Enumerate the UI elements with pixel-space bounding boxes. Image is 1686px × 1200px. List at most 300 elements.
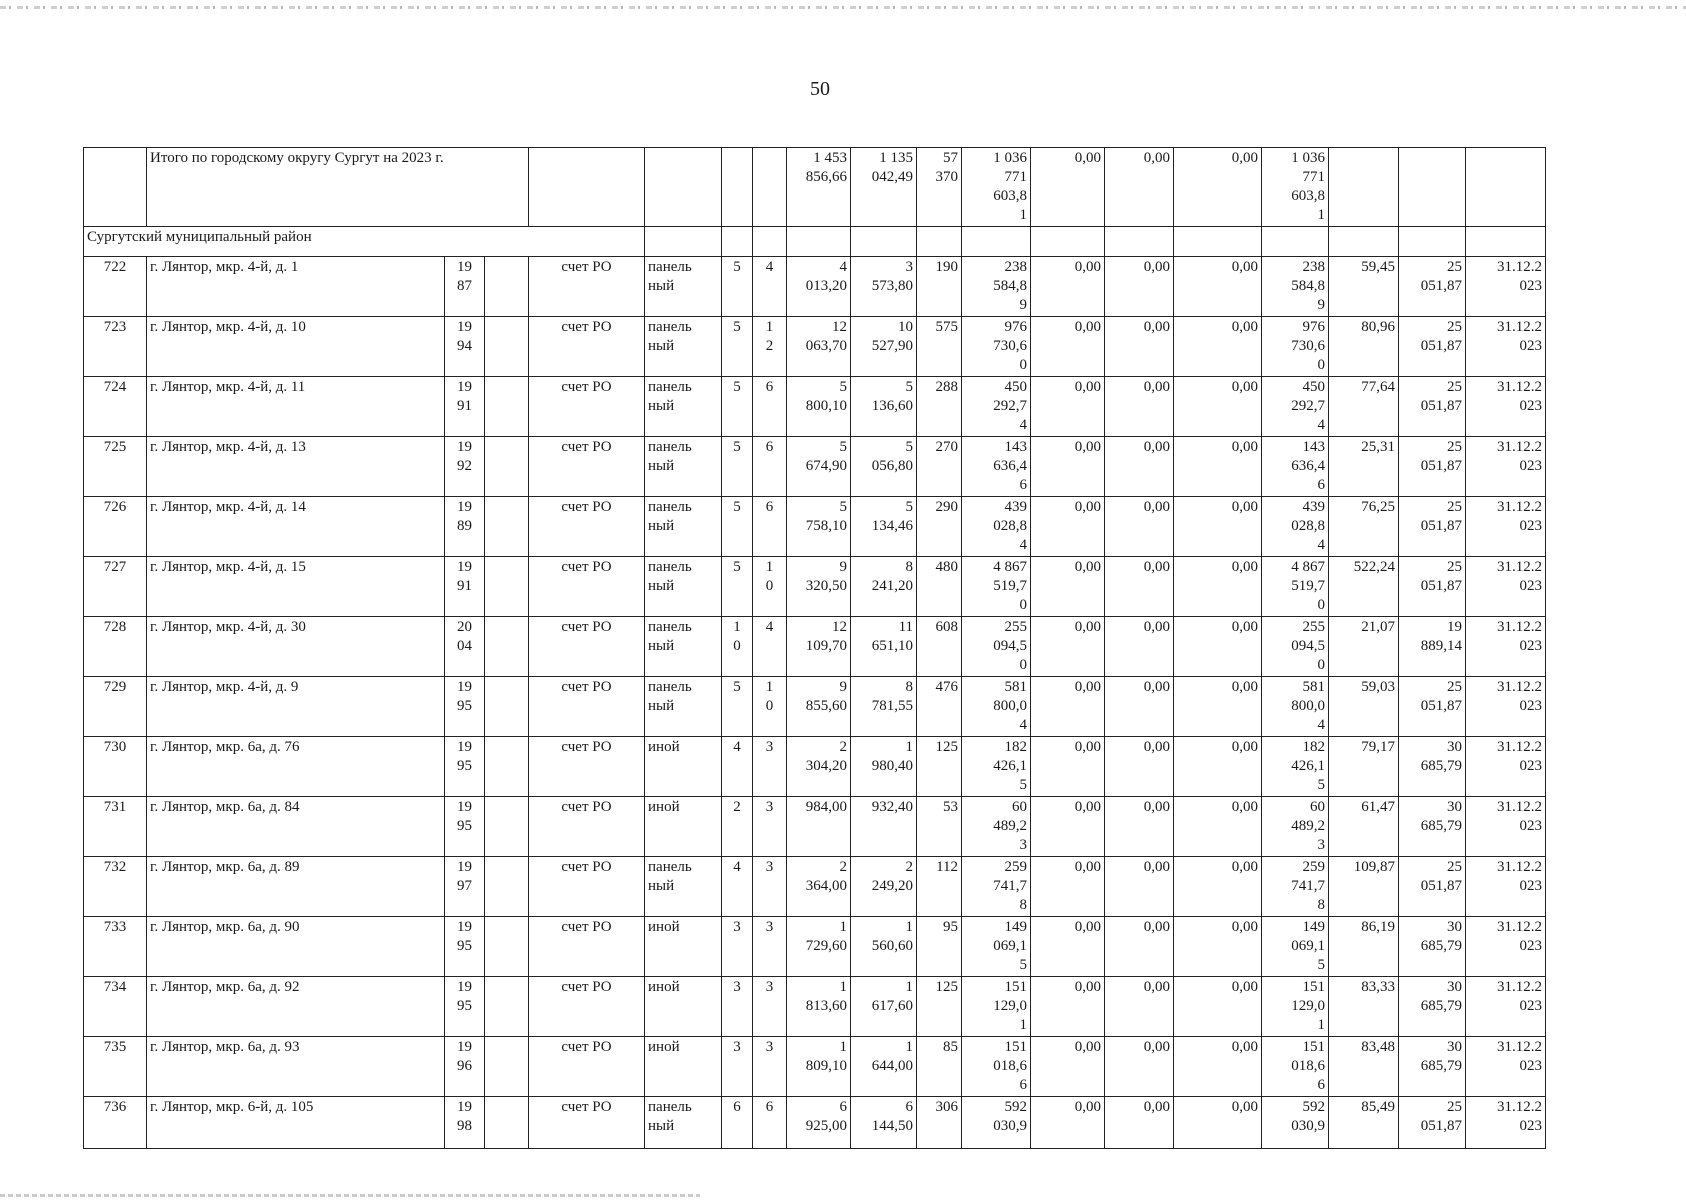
wall-material: панель ный [645,677,722,737]
max-cost: 30 685,79 [1399,737,1466,797]
table-row [84,377,1546,437]
unit-cost: 77,64 [1329,377,1399,437]
empty-cell [485,857,529,917]
fund-owners: 976 730,6 0 [1262,317,1329,377]
wall-material: панель ный [645,617,722,677]
wall-material: иной [645,1037,722,1097]
fund-federal: 0,00 [1031,557,1105,617]
build-year: 20 04 [445,617,485,677]
total-max-cost-cell [1399,148,1466,227]
address: г. Лянтор, мкр. 6-й, д. 105 [147,1097,445,1149]
deadline: 31.12.2 023 [1466,377,1546,437]
fund-regional: 0,00 [1105,1037,1174,1097]
entrances: 3 [753,917,787,977]
deadline: 31.12.2 023 [1466,1037,1546,1097]
region-title: Сургутский муниципальный район [84,227,645,257]
max-cost: 30 685,79 [1399,797,1466,857]
area-total: 5 674,90 [787,437,851,497]
cost-total: 259 741,7 8 [962,857,1031,917]
empty-cell [485,677,529,737]
cost-total: 450 292,7 4 [962,377,1031,437]
total-fund-owners: 1 036 771 603,8 1 [1262,148,1329,227]
fund-local: 0,00 [1174,617,1262,677]
fund-regional: 0,00 [1105,497,1174,557]
fund-local: 0,00 [1174,677,1262,737]
wall-material: иной [645,977,722,1037]
max-cost: 25 051,87 [1399,257,1466,317]
empty-cell [485,557,529,617]
build-year: 19 89 [445,497,485,557]
fund-method: счет РО [529,317,645,377]
fund-method: счет РО [529,797,645,857]
table-row [84,1037,1546,1097]
row-number: 723 [84,317,147,377]
entrances: 4 [753,617,787,677]
table-row [84,977,1546,1037]
cost-total: 255 094,5 0 [962,617,1031,677]
fund-method: счет РО [529,557,645,617]
row-number: 735 [84,1037,147,1097]
empty-cell [485,317,529,377]
residents: 125 [917,737,962,797]
area-total: 9 855,60 [787,677,851,737]
total-method-cell [529,148,645,227]
area-total: 2 364,00 [787,857,851,917]
residents: 480 [917,557,962,617]
wall-material: панель ный [645,317,722,377]
max-cost: 30 685,79 [1399,977,1466,1037]
wall-material: панель ный [645,557,722,617]
table-row [84,557,1546,617]
build-year: 19 95 [445,917,485,977]
cost-total: 149 069,1 5 [962,917,1031,977]
fund-owners: 4 867 519,7 0 [1262,557,1329,617]
cost-total: 182 426,1 5 [962,737,1031,797]
build-year: 19 91 [445,377,485,437]
residents: 190 [917,257,962,317]
build-year: 19 95 [445,737,485,797]
address: г. Лянтор, мкр. 4-й, д. 30 [147,617,445,677]
deadline: 31.12.2 023 [1466,557,1546,617]
area-living: 8 241,20 [851,557,917,617]
wall-material: иной [645,797,722,857]
fund-regional: 0,00 [1105,677,1174,737]
empty-cell [485,617,529,677]
empty-cell [485,1037,529,1097]
fund-federal: 0,00 [1031,977,1105,1037]
entrances: 6 [753,497,787,557]
fund-local: 0,00 [1174,857,1262,917]
total-deadline-cell [1466,148,1546,227]
area-total: 5 758,10 [787,497,851,557]
total-entrances-cell [753,148,787,227]
fund-regional: 0,00 [1105,977,1174,1037]
build-year: 19 95 [445,677,485,737]
table-row [84,317,1546,377]
fund-method: счет РО [529,857,645,917]
fund-regional: 0,00 [1105,1097,1174,1149]
unit-cost: 83,33 [1329,977,1399,1037]
area-living: 932,40 [851,797,917,857]
deadline: 31.12.2 023 [1466,317,1546,377]
total-floors-cell [722,148,753,227]
area-total: 9 320,50 [787,557,851,617]
fund-local: 0,00 [1174,1037,1262,1097]
area-total: 2 304,20 [787,737,851,797]
max-cost: 25 051,87 [1399,437,1466,497]
area-living: 1 560,60 [851,917,917,977]
address: г. Лянтор, мкр. 6а, д. 93 [147,1037,445,1097]
entrances: 6 [753,1097,787,1149]
table-row [84,737,1546,797]
fund-federal: 0,00 [1031,497,1105,557]
area-living: 1 980,40 [851,737,917,797]
fund-owners: 238 584,8 9 [1262,257,1329,317]
empty-cell [485,917,529,977]
fund-federal: 0,00 [1031,737,1105,797]
floors: 2 [722,797,753,857]
floors: 5 [722,377,753,437]
empty-cell [485,377,529,437]
unit-cost: 21,07 [1329,617,1399,677]
fund-owners: 259 741,7 8 [1262,857,1329,917]
total-area-total: 1 453 856,66 [787,148,851,227]
build-year: 19 97 [445,857,485,917]
build-year: 19 95 [445,797,485,857]
row-number: 730 [84,737,147,797]
deadline: 31.12.2 023 [1466,857,1546,917]
build-year: 19 87 [445,257,485,317]
empty-cell [485,977,529,1037]
fund-regional: 0,00 [1105,557,1174,617]
max-cost: 30 685,79 [1399,1037,1466,1097]
table-row [84,917,1546,977]
entrances: 3 [753,737,787,797]
fund-method: счет РО [529,677,645,737]
empty-cell [485,257,529,317]
floors: 5 [722,257,753,317]
fund-method: счет РО [529,737,645,797]
fund-local: 0,00 [1174,797,1262,857]
area-total: 1 813,60 [787,977,851,1037]
row-number: 722 [84,257,147,317]
max-cost: 25 051,87 [1399,677,1466,737]
deadline: 31.12.2 023 [1466,1097,1546,1149]
row-number: 727 [84,557,147,617]
cost-total: 238 584,8 9 [962,257,1031,317]
fund-owners: 255 094,5 0 [1262,617,1329,677]
row-number: 734 [84,977,147,1037]
residents: 476 [917,677,962,737]
build-year: 19 98 [445,1097,485,1149]
area-living: 5 056,80 [851,437,917,497]
fund-method: счет РО [529,497,645,557]
build-year: 19 95 [445,977,485,1037]
fund-federal: 0,00 [1031,257,1105,317]
floors: 5 [722,497,753,557]
address: г. Лянтор, мкр. 4-й, д. 1 [147,257,445,317]
fund-owners: 182 426,1 5 [1262,737,1329,797]
area-living: 11 651,10 [851,617,917,677]
max-cost: 25 051,87 [1399,497,1466,557]
cost-total: 592 030,9 [962,1097,1031,1149]
cost-total: 976 730,6 0 [962,317,1031,377]
total-residents: 57 370 [917,148,962,227]
address: г. Лянтор, мкр. 4-й, д. 10 [147,317,445,377]
fund-local: 0,00 [1174,1097,1262,1149]
row-number: 729 [84,677,147,737]
fund-local: 0,00 [1174,917,1262,977]
wall-material: иной [645,737,722,797]
row-number: 731 [84,797,147,857]
max-cost: 25 051,87 [1399,857,1466,917]
empty-cell [485,737,529,797]
entrances: 1 0 [753,557,787,617]
area-total: 6 925,00 [787,1097,851,1149]
area-total: 12 063,70 [787,317,851,377]
wall-material: панель ный [645,857,722,917]
cost-total: 151 018,6 6 [962,1037,1031,1097]
residents: 53 [917,797,962,857]
row-number: 733 [84,917,147,977]
table-row [84,857,1546,917]
fund-regional: 0,00 [1105,617,1174,677]
unit-cost: 79,17 [1329,737,1399,797]
max-cost: 25 051,87 [1399,377,1466,437]
fund-local: 0,00 [1174,437,1262,497]
fund-method: счет РО [529,1097,645,1149]
wall-material: иной [645,917,722,977]
fund-local: 0,00 [1174,317,1262,377]
deadline: 31.12.2 023 [1466,677,1546,737]
fund-regional: 0,00 [1105,857,1174,917]
entrances: 3 [753,1037,787,1097]
entrances: 3 [753,797,787,857]
unit-cost: 522,24 [1329,557,1399,617]
fund-federal: 0,00 [1031,857,1105,917]
residents: 288 [917,377,962,437]
floors: 5 [722,437,753,497]
empty-cell [485,1097,529,1149]
row-number: 732 [84,857,147,917]
area-living: 2 249,20 [851,857,917,917]
cost-total: 143 636,4 6 [962,437,1031,497]
area-total: 1 729,60 [787,917,851,977]
deadline: 31.12.2 023 [1466,737,1546,797]
area-living: 6 144,50 [851,1097,917,1149]
build-year: 19 91 [445,557,485,617]
residents: 575 [917,317,962,377]
fund-federal: 0,00 [1031,917,1105,977]
table-row [84,617,1546,677]
floors: 3 [722,917,753,977]
unit-cost: 59,45 [1329,257,1399,317]
fund-federal: 0,00 [1031,317,1105,377]
fund-method: счет РО [529,917,645,977]
residents: 270 [917,437,962,497]
floors: 1 0 [722,617,753,677]
build-year: 19 92 [445,437,485,497]
area-living: 1 644,00 [851,1037,917,1097]
table-row [84,1097,1546,1149]
entrances: 4 [753,257,787,317]
entrances: 1 0 [753,677,787,737]
max-cost: 30 685,79 [1399,917,1466,977]
fund-federal: 0,00 [1031,1037,1105,1097]
fund-owners: 151 018,6 6 [1262,1037,1329,1097]
build-year: 19 96 [445,1037,485,1097]
build-year: 19 94 [445,317,485,377]
housing-register-table [83,147,1546,1149]
total-num-cell [84,148,147,227]
area-total: 5 800,10 [787,377,851,437]
fund-owners: 60 489,2 3 [1262,797,1329,857]
fund-federal: 0,00 [1031,377,1105,437]
unit-cost: 83,48 [1329,1037,1399,1097]
unit-cost: 80,96 [1329,317,1399,377]
fund-federal: 0,00 [1031,437,1105,497]
floors: 5 [722,557,753,617]
fund-regional: 0,00 [1105,257,1174,317]
entrances: 1 2 [753,317,787,377]
row-number: 725 [84,437,147,497]
area-total: 4 013,20 [787,257,851,317]
floors: 5 [722,317,753,377]
table-row [84,437,1546,497]
empty-cell [485,437,529,497]
fund-owners: 439 028,8 4 [1262,497,1329,557]
max-cost: 25 051,87 [1399,557,1466,617]
unit-cost: 25,31 [1329,437,1399,497]
address: г. Лянтор, мкр. 6а, д. 84 [147,797,445,857]
total-fund-federal: 0,00 [1031,148,1105,227]
total-wall-cell [645,148,722,227]
deadline: 31.12.2 023 [1466,437,1546,497]
residents: 608 [917,617,962,677]
address: г. Лянтор, мкр. 6а, д. 89 [147,857,445,917]
residents: 125 [917,977,962,1037]
cost-total: 439 028,8 4 [962,497,1031,557]
unit-cost: 61,47 [1329,797,1399,857]
fund-regional: 0,00 [1105,737,1174,797]
row-number: 736 [84,1097,147,1149]
floors: 6 [722,1097,753,1149]
deadline: 31.12.2 023 [1466,917,1546,977]
floors: 4 [722,737,753,797]
wall-material: панель ный [645,1097,722,1149]
fund-local: 0,00 [1174,377,1262,437]
fund-method: счет РО [529,257,645,317]
residents: 112 [917,857,962,917]
wall-material: панель ный [645,377,722,437]
empty-cell [485,797,529,857]
fund-regional: 0,00 [1105,437,1174,497]
unit-cost: 109,87 [1329,857,1399,917]
total-row [84,148,1546,227]
table-row [84,797,1546,857]
address: г. Лянтор, мкр. 6а, д. 76 [147,737,445,797]
fund-owners: 592 030,9 [1262,1097,1329,1149]
address: г. Лянтор, мкр. 6а, д. 90 [147,917,445,977]
residents: 290 [917,497,962,557]
total-fund-local: 0,00 [1174,148,1262,227]
area-total: 1 809,10 [787,1037,851,1097]
area-living: 5 136,60 [851,377,917,437]
max-cost: 25 051,87 [1399,1097,1466,1149]
wall-material: панель ный [645,437,722,497]
entrances: 3 [753,857,787,917]
total-unit-cost-cell [1329,148,1399,227]
deadline: 31.12.2 023 [1466,797,1546,857]
area-living: 5 134,46 [851,497,917,557]
fund-local: 0,00 [1174,257,1262,317]
fund-federal: 0,00 [1031,797,1105,857]
scan-artifact-bottom [0,1194,700,1197]
fund-regional: 0,00 [1105,317,1174,377]
unit-cost: 59,03 [1329,677,1399,737]
address: г. Лянтор, мкр. 4-й, д. 11 [147,377,445,437]
address: г. Лянтор, мкр. 6а, д. 92 [147,977,445,1037]
table-body [84,257,1546,1149]
fund-owners: 450 292,7 4 [1262,377,1329,437]
region-row [84,227,1546,257]
area-living: 8 781,55 [851,677,917,737]
wall-material: панель ный [645,257,722,317]
cost-total: 581 800,0 4 [962,677,1031,737]
page-number: 50 [810,78,830,100]
unit-cost: 85,49 [1329,1097,1399,1149]
cost-total: 151 129,0 1 [962,977,1031,1037]
unit-cost: 76,25 [1329,497,1399,557]
fund-regional: 0,00 [1105,917,1174,977]
floors: 3 [722,977,753,1037]
address: г. Лянтор, мкр. 4-й, д. 9 [147,677,445,737]
total-area-living: 1 135 042,49 [851,148,917,227]
entrances: 6 [753,377,787,437]
fund-regional: 0,00 [1105,797,1174,857]
wall-material: панель ный [645,497,722,557]
deadline: 31.12.2 023 [1466,257,1546,317]
scan-artifact-top [0,6,1686,9]
address: г. Лянтор, мкр. 4-й, д. 14 [147,497,445,557]
fund-owners: 143 636,4 6 [1262,437,1329,497]
fund-federal: 0,00 [1031,617,1105,677]
table-row [84,677,1546,737]
row-number: 728 [84,617,147,677]
area-living: 10 527,90 [851,317,917,377]
fund-federal: 0,00 [1031,677,1105,737]
floors: 5 [722,677,753,737]
empty-cell [485,497,529,557]
fund-method: счет РО [529,617,645,677]
unit-cost: 86,19 [1329,917,1399,977]
deadline: 31.12.2 023 [1466,497,1546,557]
total-fund-regional: 0,00 [1105,148,1174,227]
deadline: 31.12.2 023 [1466,977,1546,1037]
fund-method: счет РО [529,977,645,1037]
fund-local: 0,00 [1174,737,1262,797]
residents: 306 [917,1097,962,1149]
max-cost: 19 889,14 [1399,617,1466,677]
table-row [84,257,1546,317]
area-total: 12 109,70 [787,617,851,677]
fund-regional: 0,00 [1105,377,1174,437]
area-total: 984,00 [787,797,851,857]
row-number: 724 [84,377,147,437]
entrances: 6 [753,437,787,497]
floors: 3 [722,1037,753,1097]
deadline: 31.12.2 023 [1466,617,1546,677]
